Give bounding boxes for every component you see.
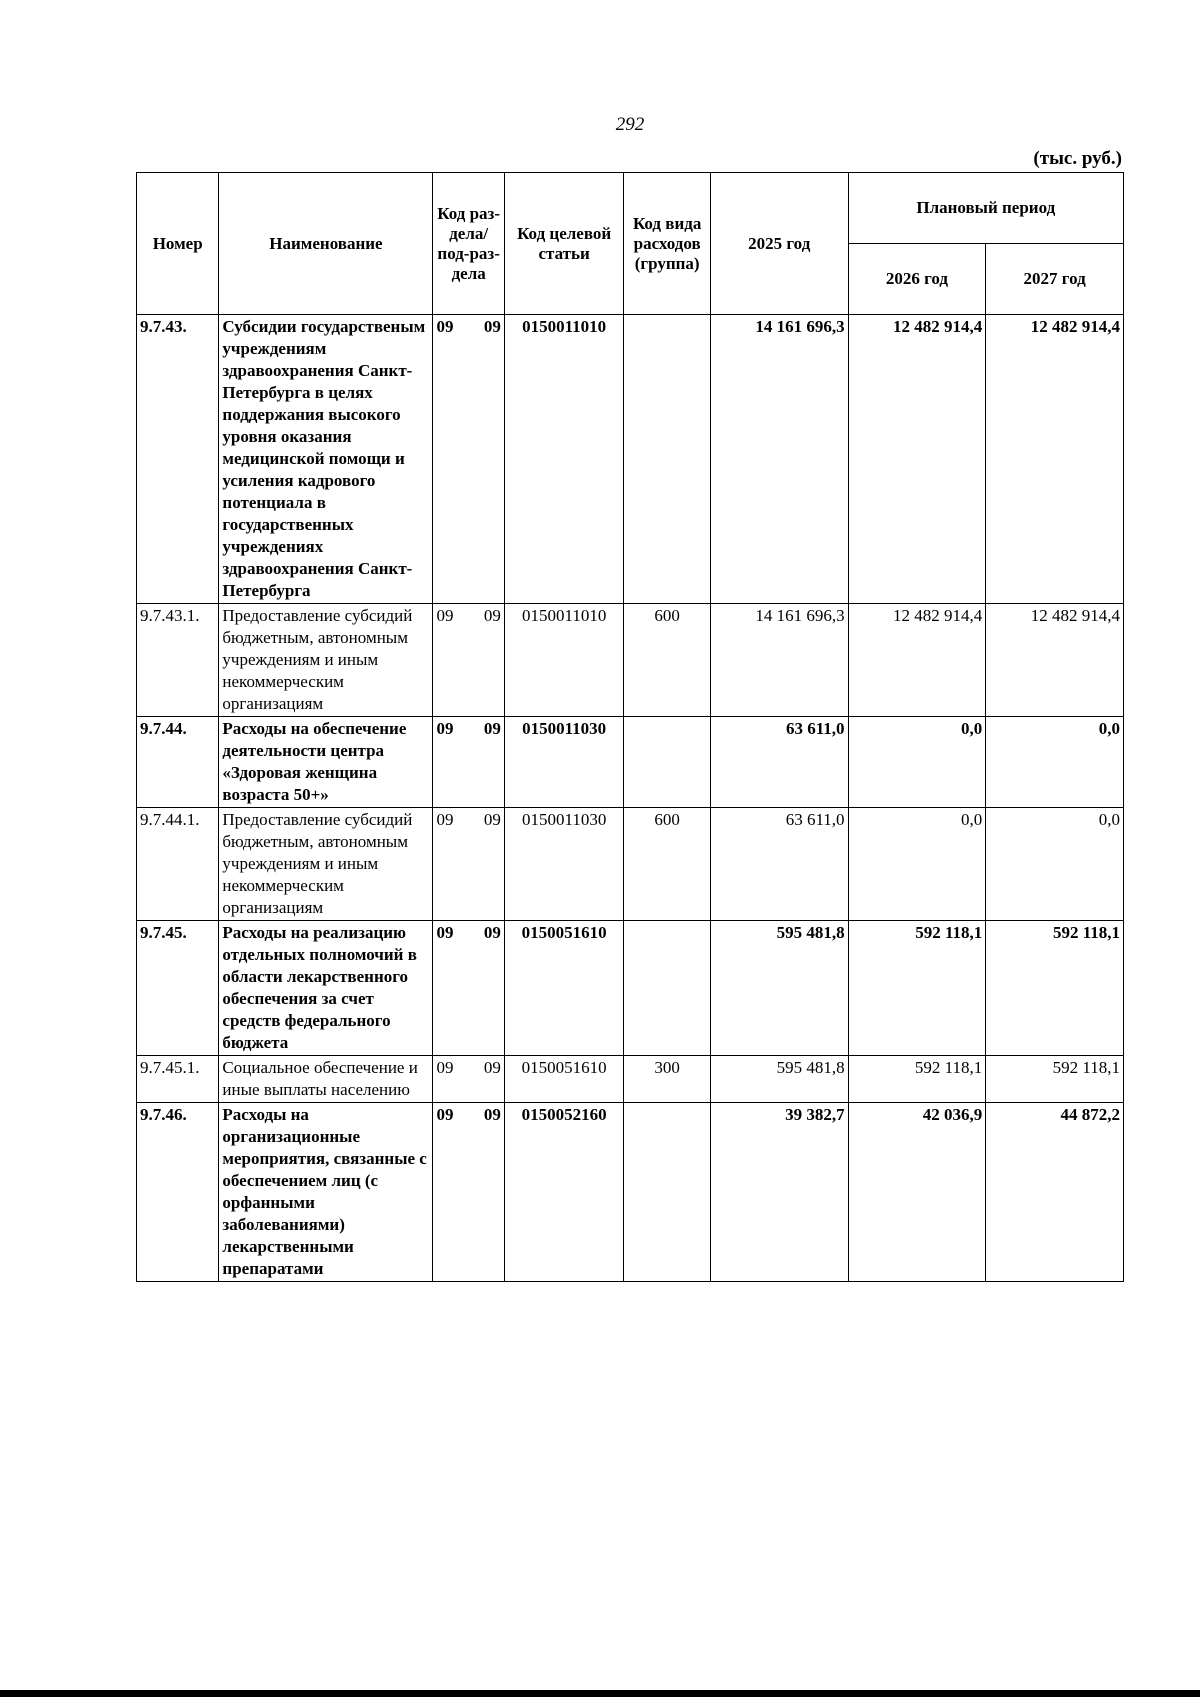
cell-name: Расходы на обеспечение деятельности центра «Здоровая женщина возраста 50+» [219, 717, 433, 808]
cell-amount-2026: 12 482 914,4 [848, 604, 986, 717]
cell-amount-2026: 12 482 914,4 [848, 315, 986, 604]
cell-amount-2026: 592 118,1 [848, 1056, 986, 1103]
table-row [137, 1103, 1124, 1282]
header-expense-kind: Код вида расходов (группа) [624, 173, 710, 315]
cell-amount-2025: 63 611,0 [710, 808, 848, 921]
cell-name: Предоставление субсидий бюджетным, автономным учреждениям и иным некоммерческим организациям [219, 808, 433, 921]
cell-name: Социальное обеспечение и иные выплаты населению [219, 1056, 433, 1103]
cell-expense-kind: 600 [624, 604, 710, 717]
cell-amount-2025: 14 161 696,3 [710, 604, 848, 717]
cell-target-code: 0150051610 [504, 1056, 624, 1103]
cell-target-code: 0150052160 [504, 1103, 624, 1282]
cell-name: Расходы на организационные мероприятия, связанные с обеспечением лиц (с орфанными заболеваниями) лекарственными препаратами [219, 1103, 433, 1282]
cell-expense-kind [624, 921, 710, 1056]
cell-target-code: 0150011030 [504, 717, 624, 808]
cell-number: 9.7.45.1. [137, 1056, 219, 1103]
cell-number: 9.7.44.1. [137, 808, 219, 921]
cell-amount-2026: 0,0 [848, 808, 986, 921]
cell-name: Расходы на реализацию отдельных полномочий в области лекарственного обеспечения за счет средств федерального бюджета [219, 921, 433, 1056]
cell-amount-2027: 0,0 [986, 808, 1124, 921]
subsection-code: 09 [483, 719, 501, 738]
cell-number: 9.7.43. [137, 315, 219, 604]
cell-section-code [433, 1103, 504, 1282]
header-year-2025: 2025 год [710, 173, 848, 315]
cell-amount-2027: 44 872,2 [986, 1103, 1124, 1282]
cell-target-code: 0150011010 [504, 604, 624, 717]
cell-amount-2025: 39 382,7 [710, 1103, 848, 1282]
cell-amount-2026: 42 036,9 [848, 1103, 986, 1282]
page-number: 292 [615, 114, 645, 135]
cell-section-code [433, 604, 504, 717]
cell-number: 9.7.45. [137, 921, 219, 1056]
cell-amount-2027: 592 118,1 [986, 1056, 1124, 1103]
cell-section-code [433, 1056, 504, 1103]
cell-amount-2027: 592 118,1 [986, 921, 1124, 1056]
cell-amount-2027: 12 482 914,4 [986, 315, 1124, 604]
cell-target-code: 0150011010 [504, 315, 624, 604]
cell-amount-2026: 0,0 [848, 717, 986, 808]
subsection-code: 09 [483, 923, 501, 942]
cell-amount-2027: 0,0 [986, 717, 1124, 808]
cell-number: 9.7.44. [137, 717, 219, 808]
subsection-code: 09 [483, 317, 501, 336]
cell-number: 9.7.46. [137, 1103, 219, 1282]
table-body [137, 315, 1124, 1282]
header-planned-period: Плановый период [848, 173, 1123, 244]
table-row [137, 315, 1124, 604]
section-code: 09 [436, 719, 454, 738]
cell-expense-kind [624, 1103, 710, 1282]
subsection-code: 09 [483, 810, 501, 829]
cell-section-code [433, 808, 504, 921]
subsection-code: 09 [483, 606, 501, 625]
cell-amount-2025: 63 611,0 [710, 717, 848, 808]
section-code: 09 [436, 1105, 454, 1124]
cell-section-code [433, 921, 504, 1056]
cell-expense-kind [624, 315, 710, 604]
section-code: 09 [436, 606, 454, 625]
section-code: 09 [436, 317, 454, 336]
table-row [137, 717, 1124, 808]
units-label: (тыс. руб.) [1033, 148, 1122, 169]
section-code: 09 [436, 810, 454, 829]
cell-amount-2025: 14 161 696,3 [710, 315, 848, 604]
subsection-code: 09 [483, 1058, 501, 1077]
cell-section-code [433, 717, 504, 808]
cell-number: 9.7.43.1. [137, 604, 219, 717]
table-row [137, 808, 1124, 921]
header-year-2027: 2027 год [986, 244, 1124, 315]
header-year-2026: 2026 год [848, 244, 986, 315]
header-section-code: Код раз-дела/ под-раз-дела [433, 173, 504, 315]
section-code: 09 [436, 923, 454, 942]
cell-expense-kind [624, 717, 710, 808]
table-row [137, 1056, 1124, 1103]
cell-section-code [433, 315, 504, 604]
header-target-code: Код целевой статьи [504, 173, 624, 315]
subsection-code: 09 [483, 1105, 501, 1124]
table-row [137, 921, 1124, 1056]
budget-table [136, 172, 1124, 1282]
table-header [137, 173, 1124, 315]
scan-bottom-edge [0, 1690, 1200, 1697]
cell-amount-2025: 595 481,8 [710, 921, 848, 1056]
section-code: 09 [436, 1058, 454, 1077]
cell-name: Предоставление субсидий бюджетным, автономным учреждениям и иным некоммерческим организациям [219, 604, 433, 717]
cell-amount-2026: 592 118,1 [848, 921, 986, 1056]
cell-target-code: 0150051610 [504, 921, 624, 1056]
cell-name: Субсидии государственым учреждениям здравоохранения Санкт-Петербурга в целях поддержания высокого уровня оказания медицинской помощи и усиления кадрового потенциала в государственных учреждениях здравоохранения Санкт-Петербурга [219, 315, 433, 604]
cell-amount-2027: 12 482 914,4 [986, 604, 1124, 717]
cell-target-code: 0150011030 [504, 808, 624, 921]
header-number: Номер [137, 173, 219, 315]
table-row [137, 604, 1124, 717]
cell-expense-kind: 600 [624, 808, 710, 921]
cell-amount-2025: 595 481,8 [710, 1056, 848, 1103]
header-name: Наименование [219, 173, 433, 315]
cell-expense-kind: 300 [624, 1056, 710, 1103]
